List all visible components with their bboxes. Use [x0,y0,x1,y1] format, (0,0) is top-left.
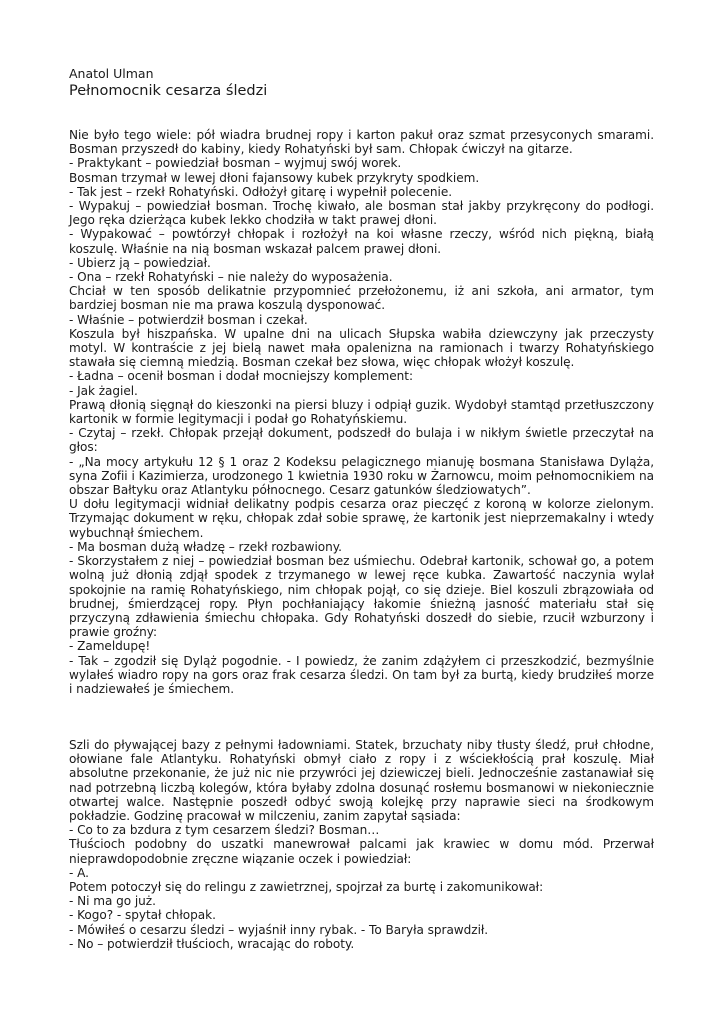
paragraph: Tłuścioch podobny do uszatki manewrował palcami jak krawiec w domu mód. Przerwał nieprawdopodobnie zręczne wiązanie oczek i powiedział: [69,837,654,866]
paragraph: - Właśnie – potwierdził bosman i czekał. [69,312,308,327]
paragraph: - A. [69,865,89,880]
paragraph: - Ona – rzekł Rohatyński – nie należy do wyposażenia. [69,270,393,285]
paragraph: - Tak jest – rzekł Rohatyński. Odłożył gitarę i wypełnił polecenie. [69,184,453,199]
paragraph: - Wypakuj – powiedział bosman. Trochę kiwało, ale bosman stał jakby przykręcony do podłogi. Jego ręka dzierżąca kubek lekko chodziła w takt prawej dłoni. [69,199,654,228]
paragraph: - Wypakować – powtórzył chłopak i rozłożył na koi własne rzeczy, wśród nich piękną, białą koszulę. Właśnie na nią bosman wskazał palcem prawej dłoni. [69,227,654,256]
paragraph: - Co to za bzdura z tym cesarzem śledzi? Bosman… [69,823,380,838]
paragraph: Potem potoczył się do relingu z zawietrznej, spojrzał za burtę i zakomunikował: [69,880,544,895]
paragraph: - Ubierz ją – powiedział. [69,255,211,270]
paragraph: - Tak – zgodził się Dyląż pogodnie. - I powiedz, że zanim zdążyłem ci przeszkodzić, bezmyślnie wylałeś wiadro ropy na gors oraz frak cesarza śledzi. On tam był za burtą, kiedy brudziłeś morze i nadziewałeś je śmiechem. [69,653,654,696]
story-title: Pełnomocnik cesarza śledzi [69,83,268,99]
paragraph: - Kogo? - spytał chłopak. [69,908,216,923]
paragraph: Prawą dłonią sięgnął do kieszonki na piersi bluzy i odpiął guzik. Wydobył stamtąd przetłuszczony kartonik w formie legitymacji i podał go Rohatyńskiemu. [69,397,654,427]
paragraph: - No – potwierdził tłuścioch, wracając do roboty. [69,936,355,951]
story-section-2 [69,738,654,951]
paragraph: - Mówiłeś o cesarzu śledzi – wyjaśnił inny rybak. - To Baryła sprawdził. [69,922,489,937]
paragraph: - „Na mocy artykułu 12 § 1 oraz 2 Kodeksu pelagicznego mianuję bosmana Stanisława Dyląża, syna Zofii i Kazimierza, urodzonego 1 kwietnia 1930 roku w Żarnowcu, moim pełnomocnikiem na obszar Bałtyku oraz Atlantyku północnego. Cesarz gatunków śledziowatych”. [69,454,654,498]
paragraph: - Ma bosman dużą władzę – rzekł rozbawiony. [69,539,342,554]
paragraph: Koszula był hiszpańska. W upalne dni na ulicach Słupska wabiła dziewczyny jak przeczysty motyl. W kontraście z jej bielą nawet mała opalenizna na ramionach i twarzy Rohatyńskiego stawała się ciemną miedzią. Bosman czekał bez słowa, więc chłopak włożył koszulę. [69,326,654,370]
paragraph: Nie było tego wiele: pół wiadra brudnej ropy i karton pakuł oraz szmat przesyconych smarami. Bosman przyszedł do kabiny, kiedy Rohatyński był sam. Chłopak ćwiczył na gitarze. [69,128,654,157]
paragraph: U dołu legitymacji widniał delikatny podpis cesarza oraz pieczęć z koroną w kolorze zielonym. Trzymając dokument w ręku, chłopak zdał sobie sprawę, że kartonik jest nieprzemakalny i wtedy wybuchnął śmiechem. [69,497,654,540]
paragraph: - Czytaj – rzekł. Chłopak przejął dokument, podszedł do bulaja i w nikłym świetle przeczytał na głos: [69,426,654,455]
paragraph: Chciał w ten sposób delikatnie przypomnieć przełożonemu, iż ani szkoła, ani armator, tym bardziej bosman nie ma prawa koszulą dysponować. [69,284,654,313]
paragraph: - Skorzystałem z niej – powiedział bosman bez uśmiechu. Odebrał kartonik, schował go, a potem wolną już dłonią zdjął spodek z trzymanego w lewej ręce kubka. Zawartość naczynia wylał spokojnie na ramię Rohatyńskiego, nim chłopak pojął, co się dzieje. Biel koszuli zbrązowiała od brudnej, śmierdzącej ropy. Płyn pochłaniający łakomie śnieżną jasność materiału stał się przyczyną zdławienia śmiechu chłopaka. Gdy Rohatyński doszedł do siebie, rzucił wzburzony i prawie groźny: [69,554,654,640]
paragraph: Bosman trzymał w lewej dłoni fajansowy kubek przykryty spodkiem. [69,170,480,185]
story-section-1 [69,128,654,696]
author-name: Anatol Ulman [69,66,154,81]
paragraph: - Praktykant – powiedział bosman – wyjmuj swój worek. [69,156,402,171]
paragraph: - Ni ma go już. [69,894,156,909]
paragraph: Szli do pływającej bazy z pełnymi ładowniami. Statek, brzuchaty niby tłusty śledź, pruł chłodne, ołowiane fale Atlantyku. Rohatyński obmył ciało z ropy i z wściekłością prał koszulę. Miał absolutne przekonanie, że już nic nie przywróci jej dziewiczej bieli. Jednocześnie zastanawiał się nad potrzebną liczbą kolegów, która byłaby zdolna dosunąć rosłemu bosmanowi w niekoniecznie otwartej walce. Następnie poszedł odbyć swoją kolejkę przy naprawie sieci na środkowym pokładzie. Godzinę pracował w milczeniu, zanim zapytał sąsiada: [69,738,654,824]
paragraph: - Zameldupę! [69,639,151,654]
paragraph: - Ładna – ocenił bosman i dodał mocniejszy komplement: [69,369,413,384]
paragraph: - Jak żagiel. [69,383,138,398]
